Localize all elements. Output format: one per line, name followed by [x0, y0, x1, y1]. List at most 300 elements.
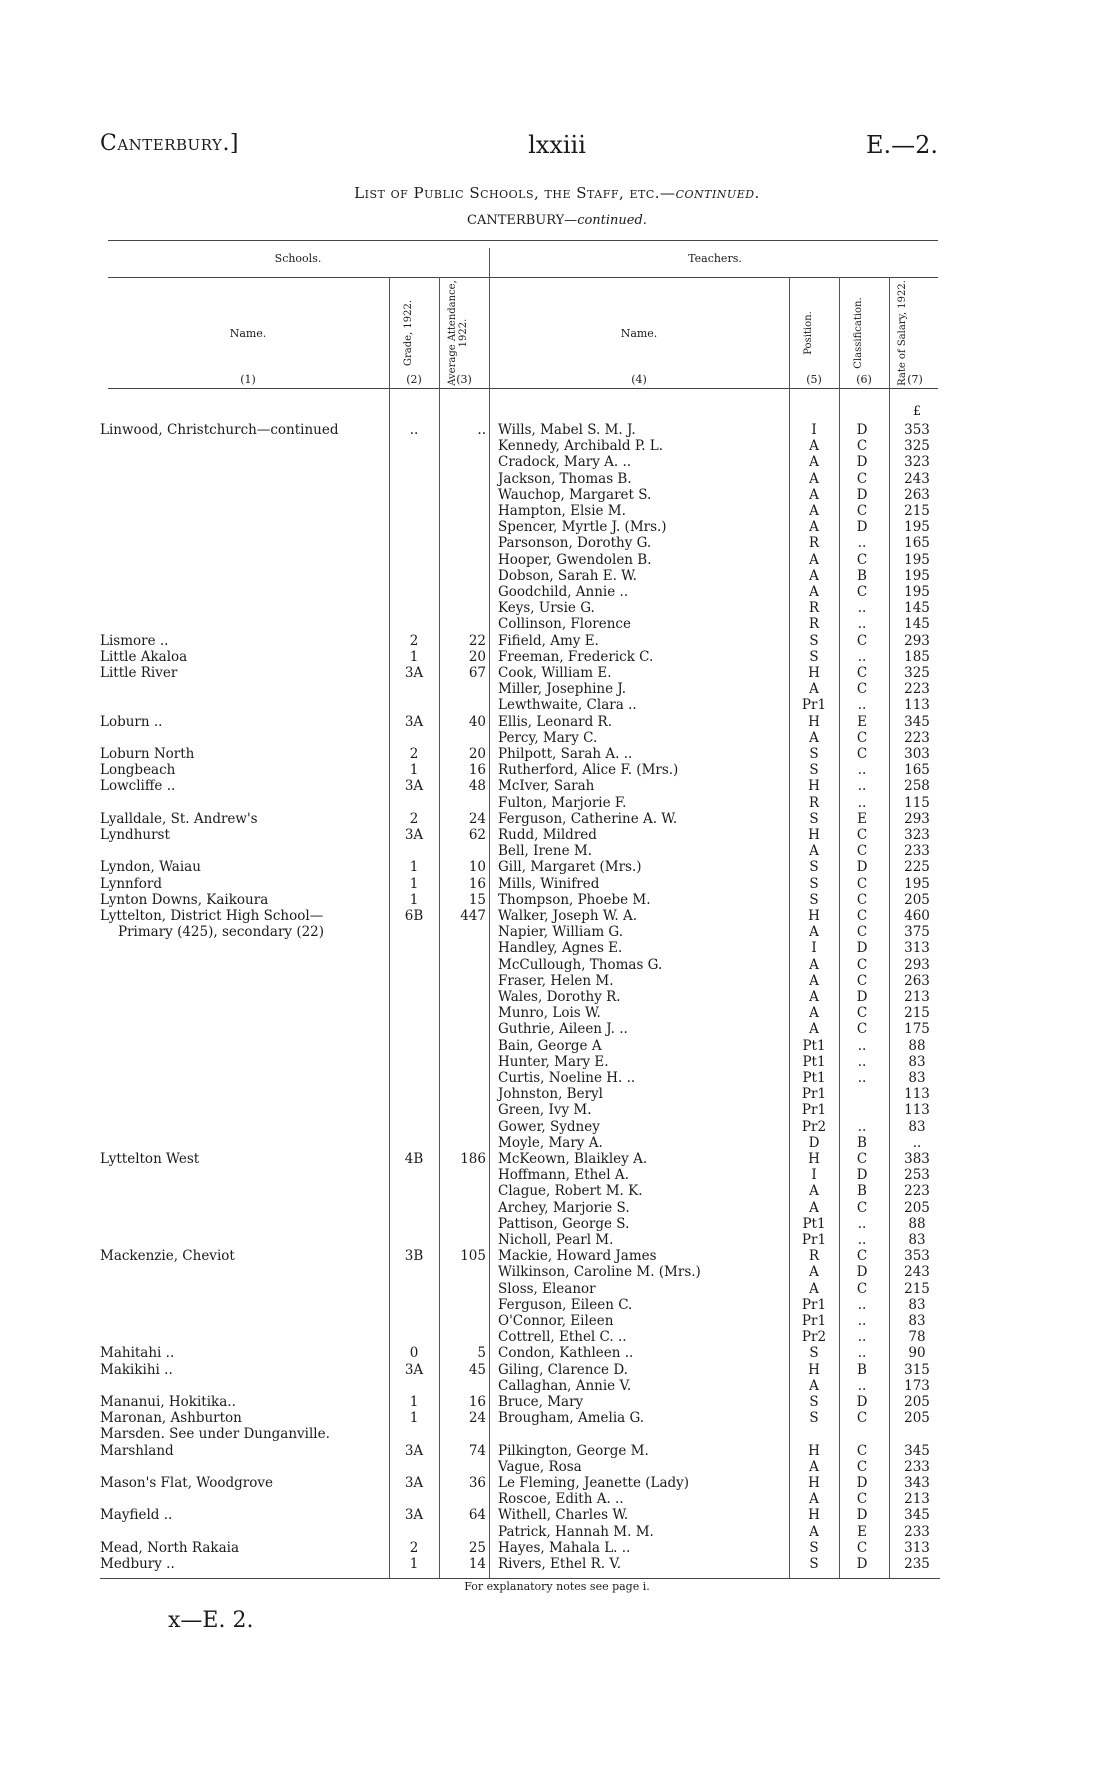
table-row: [0, 1459, 1114, 1475]
position-cell: R: [808, 600, 820, 617]
attendance-cell: 20: [468, 648, 486, 665]
salary-cell: 313: [904, 1539, 930, 1556]
salary-cell: 263: [904, 972, 930, 989]
position-cell: Pt1: [802, 1053, 826, 1070]
grade-cell: ..: [409, 422, 419, 438]
salary-cell: 345: [904, 1442, 930, 1459]
salary-cell: 263: [904, 486, 930, 503]
salary-cell: 213: [904, 989, 930, 1005]
salary-cell: 83: [908, 1296, 926, 1313]
grade-cell: 3A: [404, 1507, 424, 1524]
salary-cell: 113: [904, 1102, 930, 1119]
position-cell: A: [809, 972, 819, 989]
classification-cell: D: [856, 989, 868, 1005]
school-name: Primary (425), secondary (22): [118, 924, 325, 941]
position-cell: R: [808, 616, 820, 633]
classification-cell: D: [856, 859, 868, 876]
table-row: [0, 535, 1114, 551]
salary-cell: 235: [904, 1556, 930, 1572]
position-cell: A: [809, 454, 819, 471]
position-cell: H: [808, 1442, 820, 1459]
teacher-name: Hooper, Gwendolen B.: [498, 551, 652, 568]
table-row: [0, 892, 1114, 908]
teacher-name: Handley, Agnes E.: [498, 940, 623, 957]
school-name: Lyalldale, St. Andrew's: [100, 810, 258, 827]
table-row: [0, 1524, 1114, 1540]
attendance-cell: 105: [460, 1248, 486, 1265]
position-cell: S: [809, 1539, 819, 1556]
classification-cell: C: [856, 681, 868, 698]
position-cell: A: [809, 1021, 819, 1038]
salary-cell: 173: [904, 1377, 930, 1394]
position-cell: A: [809, 503, 819, 519]
school-name: Medbury ..: [100, 1556, 175, 1572]
classification-cell: C: [856, 632, 868, 649]
salary-cell: 195: [904, 875, 930, 892]
classification-cell: D: [856, 1507, 868, 1524]
school-name: Mananui, Hokitika..: [100, 1394, 236, 1410]
position-cell: A: [809, 470, 819, 487]
teacher-name: Pilkington, George M.: [498, 1442, 649, 1459]
classification-cell: B: [857, 1361, 867, 1378]
salary-cell: 83: [908, 1232, 926, 1248]
position-cell: S: [809, 810, 819, 827]
classification-cell: ..: [857, 1215, 867, 1232]
attendance-cell: 447: [460, 908, 486, 924]
attendance-cell: 67: [468, 665, 486, 681]
classification-cell: C: [856, 1005, 868, 1022]
table-row: [0, 859, 1114, 875]
position-cell: S: [809, 648, 819, 665]
classification-cell: ..: [857, 1037, 867, 1054]
table-row: [0, 1070, 1114, 1086]
salary-cell: 205: [904, 1394, 930, 1410]
classification-cell: D: [856, 1475, 868, 1491]
table-row: [0, 876, 1114, 892]
attendance-cell: 24: [468, 810, 486, 827]
page-subtitle: CANTERBURY—continued.: [467, 213, 647, 228]
teacher-name: Gower, Sydney: [498, 1118, 600, 1135]
teacher-name: Mills, Winifred: [498, 875, 600, 892]
classification-cell: ..: [857, 1070, 867, 1086]
classification-cell: ..: [857, 794, 867, 811]
position-cell: A: [809, 567, 819, 584]
teacher-name: Hampton, Elsie M.: [498, 503, 626, 519]
teacher-name: Johnston, Beryl: [498, 1086, 603, 1103]
salary-cell: 325: [904, 438, 930, 455]
salary-cell: 223: [904, 681, 930, 698]
teacher-name: Freeman, Frederick C.: [498, 648, 654, 665]
table-row: [0, 1167, 1114, 1183]
teacher-name: Munro, Lois W.: [498, 1005, 601, 1022]
table-row: [0, 1216, 1114, 1232]
position-cell: A: [809, 681, 819, 698]
teacher-name: Cook, William E.: [498, 665, 612, 681]
position-cell: A: [809, 956, 819, 973]
classification-cell: ..: [857, 535, 867, 552]
salary-cell: 353: [904, 422, 930, 438]
table-row: [0, 438, 1114, 454]
table-row: [0, 487, 1114, 503]
grade-cell: 3A: [404, 713, 424, 730]
position-cell: S: [809, 632, 819, 649]
classification-cell: E: [857, 713, 867, 730]
salary-cell: 215: [904, 503, 930, 519]
classification-cell: ..: [857, 1377, 867, 1394]
salary-cell: 90: [908, 1345, 926, 1362]
classification-cell: E: [857, 1523, 867, 1540]
salary-cell: 83: [908, 1053, 926, 1070]
table-row: [0, 584, 1114, 600]
school-name: Lowcliffe ..: [100, 778, 176, 795]
salary-cell: 165: [904, 535, 930, 552]
attendance-cell: 186: [460, 1151, 486, 1167]
classification-cell: D: [856, 1394, 868, 1410]
grade-cell: 2: [409, 632, 419, 649]
position-cell: H: [808, 908, 820, 924]
classification-cell: D: [856, 486, 868, 503]
salary-cell: 303: [904, 746, 930, 762]
classification-cell: C: [856, 908, 868, 924]
position-cell: Pt1: [802, 1070, 826, 1086]
table-row: [0, 471, 1114, 487]
grade-cell: 4B: [404, 1151, 424, 1167]
classification-cell: ..: [857, 762, 867, 779]
position-cell: Pr1: [801, 1296, 827, 1313]
position-cell: S: [809, 891, 819, 908]
teacher-name: Rutherford, Alice F. (Mrs.): [498, 762, 679, 779]
attendance-cell: 16: [468, 1394, 486, 1410]
salary-cell: 205: [904, 1199, 930, 1216]
classification-cell: C: [856, 827, 868, 843]
salary-cell: 223: [904, 729, 930, 746]
salary-cell: 323: [904, 827, 930, 843]
position-cell: Pr1: [801, 1232, 827, 1248]
teacher-name: Condon, Kathleen ..: [498, 1345, 634, 1362]
classification-cell: C: [856, 972, 868, 989]
attendance-cell: 24: [468, 1410, 486, 1427]
position-cell: A: [809, 551, 819, 568]
salary-cell: 233: [904, 1458, 930, 1475]
salary-cell: 195: [904, 519, 930, 536]
position-cell: H: [808, 713, 820, 730]
teacher-name: Kennedy, Archibald P. L.: [498, 438, 664, 455]
school-name: Marsden. See under Dunganville.: [100, 1426, 330, 1443]
classification-cell: C: [856, 503, 868, 519]
position-cell: A: [809, 989, 819, 1005]
salary-cell: 353: [904, 1248, 930, 1265]
teacher-name: Rudd, Mildred: [498, 827, 597, 843]
grade-cell: 2: [409, 810, 419, 827]
col-number: (1): [240, 373, 256, 386]
attendance-cell: 40: [468, 713, 486, 730]
salary-cell: 225: [904, 859, 930, 876]
position-cell: A: [809, 1491, 819, 1508]
position-cell: H: [808, 1507, 820, 1524]
classification-cell: ..: [857, 1313, 867, 1329]
table-row: [0, 1362, 1114, 1378]
salary-cell: 215: [904, 1280, 930, 1297]
teacher-name: Philpott, Sarah A. ..: [498, 746, 633, 762]
salary-cell: 313: [904, 940, 930, 957]
school-name: Lynton Downs, Kaikoura: [100, 891, 269, 908]
salary-cell: 145: [904, 600, 930, 617]
position-cell: A: [809, 1005, 819, 1022]
classification-cell: C: [856, 729, 868, 746]
table-row: [0, 714, 1114, 730]
school-name: Little River: [100, 665, 178, 681]
table-row: [0, 1540, 1114, 1556]
classification-cell: C: [856, 1491, 868, 1508]
salary-cell: 460: [904, 908, 930, 924]
classification-cell: C: [856, 956, 868, 973]
table-row: [0, 973, 1114, 989]
table-row: [0, 1248, 1114, 1264]
group-header-rule: [108, 277, 938, 278]
position-cell: Pt1: [802, 1037, 826, 1054]
table-bottom-rule: [100, 1578, 940, 1579]
position-cell: S: [809, 1556, 819, 1572]
classification-cell: D: [856, 454, 868, 471]
running-header-right: E.—2.: [865, 131, 938, 159]
teacher-name: Ellis, Leonard R.: [498, 713, 612, 730]
table-row: [0, 1443, 1114, 1459]
position-cell: S: [809, 762, 819, 779]
teacher-name: Rivers, Ethel R. V.: [498, 1556, 622, 1572]
classification-cell: C: [856, 551, 868, 568]
grade-cell: 1: [409, 875, 419, 892]
table-row: [0, 1297, 1114, 1313]
position-cell: S: [809, 1410, 819, 1427]
grade-cell: 1: [409, 648, 419, 665]
teacher-name: Cradock, Mary A. ..: [498, 454, 632, 471]
school-name: Mead, North Rakaia: [100, 1539, 240, 1556]
position-cell: R: [808, 535, 820, 552]
salary-cell: 253: [904, 1167, 930, 1184]
position-cell: H: [808, 778, 820, 795]
salary-cell: 258: [904, 778, 930, 795]
classification-cell: C: [856, 924, 868, 941]
table-row: [0, 633, 1114, 649]
teacher-name: Sloss, Eleanor: [498, 1280, 596, 1297]
classification-cell: C: [856, 746, 868, 762]
classification-cell: C: [856, 665, 868, 681]
classification-cell: C: [856, 1280, 868, 1297]
teacher-name: Giling, Clarence D.: [498, 1361, 628, 1378]
teacher-name: McIver, Sarah: [498, 778, 595, 795]
page-footer-signature: x—E. 2.: [168, 1608, 254, 1633]
salary-cell: 88: [908, 1215, 926, 1232]
teacher-name: Goodchild, Annie ..: [498, 584, 629, 600]
grade-cell: 1: [409, 891, 419, 908]
teacher-name: Cottrell, Ethel C. ..: [498, 1329, 627, 1346]
table-row: [0, 600, 1114, 616]
classification-cell: ..: [857, 600, 867, 617]
teacher-name: Mackie, Howard James: [498, 1248, 657, 1265]
col-number: (3): [456, 373, 472, 386]
teacher-name: Ferguson, Eileen C.: [498, 1296, 633, 1313]
salary-cell: 145: [904, 616, 930, 633]
teacher-name: Collinson, Florence: [498, 616, 631, 633]
classification-cell: C: [856, 438, 868, 455]
position-cell: A: [809, 1280, 819, 1297]
salary-cell: 205: [904, 1410, 930, 1427]
position-cell: S: [809, 1394, 819, 1410]
classification-cell: E: [857, 810, 867, 827]
grade-cell: 0: [409, 1345, 419, 1362]
classification-cell: B: [857, 567, 867, 584]
col-header-attendance: Average Attendance, 1922.: [447, 280, 469, 386]
attendance-cell: 25: [468, 1539, 486, 1556]
attendance-cell: 5: [477, 1345, 486, 1362]
grade-cell: 1: [409, 1556, 419, 1572]
footnote: For explanatory notes see page i.: [464, 1580, 650, 1593]
teacher-name: Ferguson, Catherine A. W.: [498, 810, 678, 827]
table-row: [0, 568, 1114, 584]
table-row: [0, 1086, 1114, 1102]
grade-cell: 1: [409, 762, 419, 779]
table-row: [0, 1005, 1114, 1021]
table-row: [0, 1200, 1114, 1216]
table-row: [0, 940, 1114, 956]
teacher-name: Wales, Dorothy R.: [498, 989, 621, 1005]
classification-cell: C: [856, 891, 868, 908]
currency-symbol: £: [912, 404, 922, 419]
teacher-name: Fraser, Helen M.: [498, 972, 614, 989]
teacher-name: Brougham, Amelia G.: [498, 1410, 645, 1427]
school-name: Lyttelton West: [100, 1151, 200, 1167]
position-cell: H: [808, 827, 820, 843]
grade-cell: 3B: [404, 1248, 424, 1265]
classification-cell: B: [857, 1183, 867, 1200]
teacher-name: Keys, Ursie G.: [498, 600, 595, 617]
col-number: (4): [631, 373, 647, 386]
teacher-name: Hayes, Mahala L. ..: [498, 1539, 631, 1556]
position-cell: A: [809, 584, 819, 600]
teacher-name: Archey, Marjorie S.: [498, 1199, 630, 1216]
teacher-name: Hunter, Mary E.: [498, 1053, 609, 1070]
classification-cell: ..: [857, 1345, 867, 1362]
salary-cell: 315: [904, 1361, 930, 1378]
grade-cell: 3A: [404, 1361, 424, 1378]
school-name: Marshland: [100, 1442, 174, 1459]
position-cell: S: [809, 1345, 819, 1362]
teacher-name: Clague, Robert M. K.: [498, 1183, 643, 1200]
classification-cell: C: [856, 1442, 868, 1459]
teacher-name: Thompson, Phoebe M.: [498, 891, 651, 908]
position-cell: A: [809, 1264, 819, 1281]
table-row: [0, 924, 1114, 940]
grade-cell: 3A: [404, 665, 424, 681]
salary-cell: 83: [908, 1118, 926, 1135]
teacher-name: Lewthwaite, Clara ..: [498, 697, 637, 714]
table-row: [0, 1329, 1114, 1345]
table-top-rule: [108, 240, 938, 241]
table-row: [0, 649, 1114, 665]
teacher-name: Spencer, Myrtle J. (Mrs.): [498, 519, 667, 536]
position-cell: Pr2: [801, 1118, 827, 1135]
salary-cell: 323: [904, 454, 930, 471]
grade-cell: 6B: [404, 908, 424, 924]
classification-cell: C: [856, 875, 868, 892]
teacher-name: Bruce, Mary: [498, 1394, 584, 1410]
teacher-name: Wills, Mabel S. M. J.: [498, 422, 636, 438]
table-row: [0, 1345, 1114, 1361]
position-cell: Pr1: [801, 1102, 827, 1119]
position-cell: I: [811, 1167, 817, 1184]
attendance-cell: 20: [468, 746, 486, 762]
classification-cell: ..: [857, 1232, 867, 1248]
teacher-name: Jackson, Thomas B.: [498, 470, 632, 487]
salary-cell: 223: [904, 1183, 930, 1200]
classification-cell: C: [856, 584, 868, 600]
table-row: [0, 665, 1114, 681]
position-cell: H: [808, 665, 820, 681]
table-row: [0, 811, 1114, 827]
attendance-cell: 15: [468, 891, 486, 908]
table-row: [0, 1119, 1114, 1135]
col-number: (7): [907, 373, 923, 386]
col-header-teacher-name: Name.: [620, 327, 658, 340]
table-row: [0, 454, 1114, 470]
classification-cell: D: [856, 1264, 868, 1281]
table-row: [0, 908, 1114, 924]
col-header-position: Position.: [803, 311, 814, 355]
table-row: [0, 843, 1114, 859]
school-name: Mahitahi ..: [100, 1345, 175, 1362]
salary-cell: 113: [904, 697, 930, 714]
position-cell: S: [809, 859, 819, 876]
col-number: (5): [806, 373, 822, 386]
teacher-name: Percy, Mary C.: [498, 729, 598, 746]
position-cell: A: [809, 1377, 819, 1394]
school-name: Mayfield ..: [100, 1507, 173, 1524]
table-row: [0, 730, 1114, 746]
page-number: lxxiii: [528, 131, 586, 159]
col-header-classification: Classification.: [853, 297, 864, 369]
col-number: (2): [406, 373, 422, 386]
salary-cell: 185: [904, 648, 930, 665]
table-row: [0, 1183, 1114, 1199]
position-cell: Pr1: [801, 1313, 827, 1329]
attendance-cell: 22: [468, 632, 486, 649]
classification-cell: C: [856, 1539, 868, 1556]
grade-cell: 3A: [404, 1442, 424, 1459]
salary-cell: 383: [904, 1151, 930, 1167]
salary-cell: ..: [912, 1134, 922, 1151]
attendance-cell: 16: [468, 875, 486, 892]
table-row: [0, 1264, 1114, 1280]
grade-cell: 1: [409, 1394, 419, 1410]
classification-cell: ..: [857, 1296, 867, 1313]
school-name: Loburn ..: [100, 713, 163, 730]
position-cell: H: [808, 1361, 820, 1378]
school-name: Linwood, Christchurch—continued: [100, 422, 339, 438]
classification-cell: ..: [857, 648, 867, 665]
grade-cell: 2: [409, 746, 419, 762]
grade-cell: 3A: [404, 1475, 424, 1491]
teacher-name: Fifield, Amy E.: [498, 632, 599, 649]
classification-cell: ..: [857, 778, 867, 795]
position-cell: Pr2: [801, 1329, 827, 1346]
salary-cell: 195: [904, 551, 930, 568]
salary-cell: 88: [908, 1037, 926, 1054]
teacher-name: Parsonson, Dorothy G.: [498, 535, 652, 552]
school-name: Lyttelton, District High School—: [100, 908, 324, 924]
table-row: [0, 957, 1114, 973]
classification-cell: C: [856, 1021, 868, 1038]
position-cell: A: [809, 1523, 819, 1540]
